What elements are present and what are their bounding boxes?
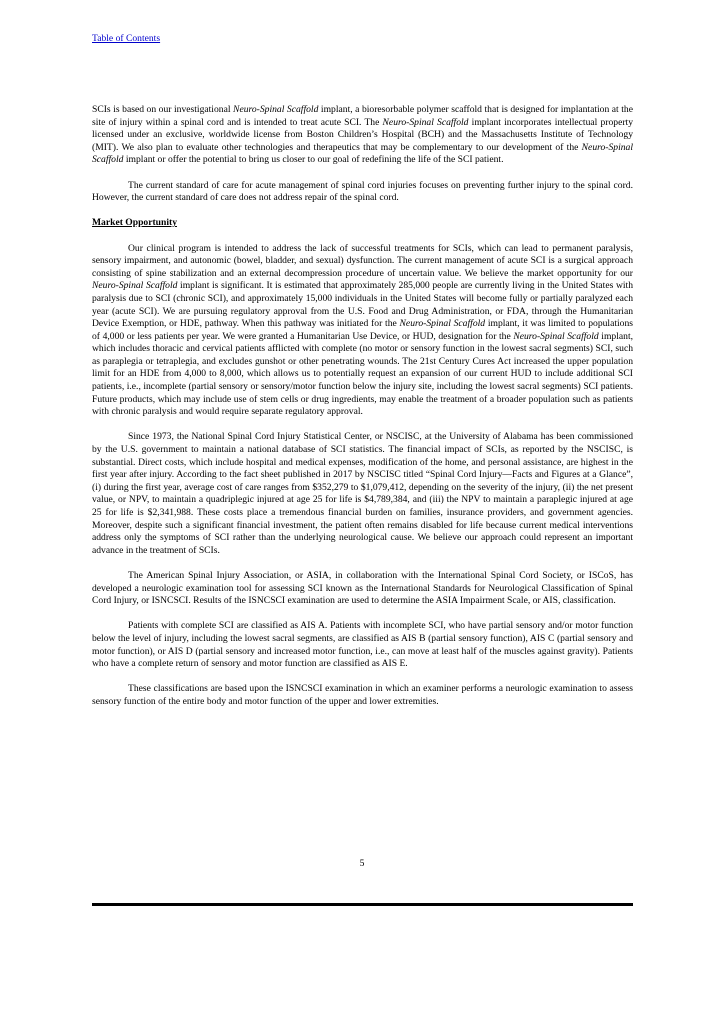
paragraph-standard-of-care: [92, 180, 633, 205]
heading-market-opportunity: Market Opportunity: [92, 217, 178, 229]
text-run: implant or offer the potential to bring us closer to our goal of redefining the life of the SCI patient.: [123, 154, 504, 166]
table-of-contents-link[interactable]: Table of Contents: [92, 33, 161, 44]
italic-text-run: Neuro-Spinal Scaffold: [233, 104, 319, 115]
text-run: implant, a bioresorbable polymer scaffold that is designed for implantation at the site of injury within a spinal cord and is intended to treat acute SCI. The: [92, 104, 633, 128]
text-run: Patients with complete SCI are classified as AIS A. Patients with incomplete SCI, who have partial sensory and/or motor function below the level of injury, including the lowest sacral segments, are classified as AIS B (partial sensory function), AIS C (partial sensory and motor function), or AIS D (partial sensory and increased motor function, i.e., can move at least half of the muscles against gravity). Patients who have a complete return of sensory and motor function are classified as AIS E.: [92, 620, 633, 670]
text-run: These classifications are based upon the ISNCSCI examination in which an examiner performs a neurologic examination to assess sensory function of the entire body and motor function of the upper and lower extremities.: [92, 683, 633, 707]
paragraph-nscisc-statistics: [92, 431, 633, 557]
text-run: implant, which includes thoracic and cervical patients afflicted with complete (no motor or sensory function in the lowest sacral segments) SCI, such as paraplegia or tetraplegia, and excludes gunshot or other penetrating wounds. The 21st Century Cures Act increased the upper population limit for an HDE from 4,000 to 8,000, which allows us to potentially request an expansion of our current HUD to include additional SCI patients, i.e., incomplete (partial sensory or sensory/motor function below the injury site, including the lowest sacral segments) SCI patients. Future products, which may include use of stem cells or drug ingredients, may enable the treatment of a broader population such as patients with chronic paralysis and would require separate regulatory approval.: [92, 330, 634, 418]
paragraph-scaffold-intro: [92, 104, 633, 167]
text-run: The current standard of care for acute management of spinal cord injuries focuses on preventing further injury to the spinal cord. However, the current standard of care does not address repair of the spinal cord.: [92, 179, 633, 204]
page-number: 5: [359, 858, 365, 869]
text-run: The American Spinal Injury Association, or ASIA, in collaboration with the International Spinal Cord Society, or ISCoS, has developed a neurologic examination tool for assessing SCI known as the International Standards for Neurological Classification of Spinal Cord Injury, or ISNCSCI. Results of the ISNCSCI examination are used to determine the ASIA Impairment Scale, or AIS, classification.: [92, 569, 633, 607]
italic-text-run: Neuro-Spinal Scaffold: [513, 330, 599, 342]
paragraph-asia-isncsci: [92, 570, 633, 608]
text-run: implant incorporates intellectual property licensed under an exclusive, worldwide license from Boston Children’s Hospital (BCH) and the Massachusetts Institute of Technology (MIT). We also plan to evaluate other technologies and therapeutics that may be complementary to our development of the: [92, 116, 633, 153]
text-run: SCIs is based on our investigational: [92, 104, 234, 115]
text-run: Since 1973, the National Spinal Cord Injury Statistical Center, or NSCISC, at the University of Alabama has been commissioned by the U.S. government to maintain a national database of SCI statistics. The financial impact of SCIs, as reported by the NSCISC, is substantial. Direct costs, which include hospital and medical expenses, modification of the home, and personal assistance, are highest in the first year after injury. According to the fact sheet published in 2017 by NSCISC titled “Spinal Cord Injury—Facts and Figures at a Glance”, (i) during the first year, average cost of care ranges from $352,279 to $1,079,412, depending on the severity of the injury, (ii) the net present value, or NPV, to maintain a quadriplegic injured at age 25 for life is $4,789,384, and (iii) the NPV to maintain a paraplegic injured at age 25 for life is $2,341,988. These costs place a tremendous financial burden on families, insurance providers, and government agencies. Moreover, despite such a significant financial investment, the patient often remains disabled for life because current medical interventions address only the symptoms of SCI rather than the underlying neurological cause. We believe our approach could represent an important advance in the treatment of SCIs.: [92, 431, 633, 556]
text-run: implant is significant. It is estimated that approximately 285,000 people are currently living in the United States with paralysis due to SCI (chronic SCI), and approximately 15,000 individuals in the United States will become fully or partially paralyzed each year (acute SCI). We are pursuing regulatory approval from the U.S. Food and Drug Administration, or FDA, through the Humanitarian Device Exemption, or HDE, pathway. When this pathway was initiated for the: [92, 280, 633, 330]
footer-rule: [92, 903, 633, 906]
italic-text-run: Neuro-Spinal Scaffold: [399, 318, 486, 330]
italic-text-run: Neuro-Spinal Scaffold: [382, 116, 469, 128]
document-body: [92, 104, 633, 709]
italic-text-run: Neuro-Spinal Scaffold: [92, 141, 633, 166]
text-run: implant, it was limited to populations of 4,000 or less patients per year. We were granted a Humanitarian Use Device, or HUD, designation for the: [92, 318, 634, 342]
italic-text-run: Neuro-Spinal Scaffold: [92, 280, 178, 292]
text-run: Our clinical program is intended to address the lack of successful treatments for SCIs, which can lead to permanent paralysis, sensory impairment, and autonomic (bowel, bladder, and sexual) dysfunction. The current management of acute SCI is a surgical approach consisting of spine stabilization and an external decompression procedure of uncertain value. We believe the market opportunity for our: [92, 242, 633, 279]
paragraph-examination: [92, 683, 633, 708]
header: [92, 28, 633, 42]
paragraph-clinical-program: [92, 243, 633, 419]
paragraph-ais-classification: [92, 620, 633, 670]
